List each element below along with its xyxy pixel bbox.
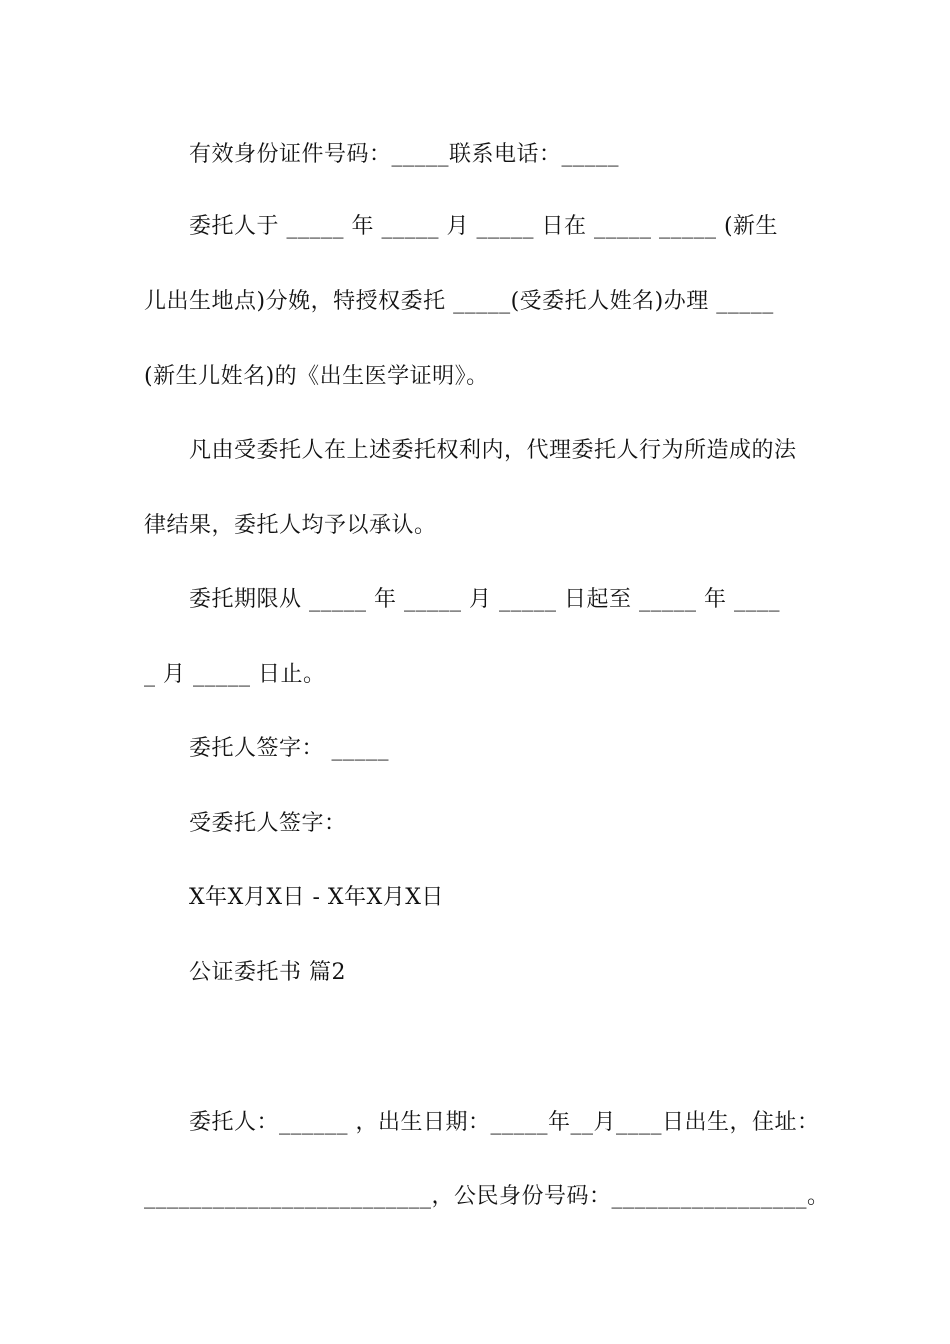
section-heading: 公证委托书 篇2: [189, 960, 346, 985]
agent-signature-line: 受委托人签字：: [189, 811, 347, 836]
id-and-phone-line: 有效身份证件号码：_____联系电话：_____: [189, 142, 620, 167]
principal-info-line-1: 委托人：______ ，出生日期：_____年__月____日出生，住址：: [189, 1110, 820, 1135]
birth-certificate-line: (新生儿姓名)的《出生医学证明》。: [144, 364, 489, 389]
birth-date-place-line: 委托人于 _____ 年 _____ 月 _____ 日在 _____ _____ (新生: [189, 214, 779, 239]
authorization-line: 儿出生地点)分娩，特授权委托 _____(受委托人姓名)办理 _____: [144, 289, 774, 314]
liability-line-1: 凡由受委托人在上述委托权利内，代理委托人行为所造成的法: [189, 438, 797, 463]
principal-info-line-2: _________________________，公民身份号码：_________________。: [144, 1184, 830, 1209]
term-line-1: 委托期限从 _____ 年 _____ 月 _____ 日起至 _____ 年 ____: [189, 587, 780, 612]
liability-line-2: 律结果，委托人均予以承认。: [144, 513, 437, 538]
principal-signature-line: 委托人签字： _____: [189, 736, 389, 761]
date-range-line: X年X月X日 - X年X月X日: [189, 885, 444, 910]
term-line-2: _ 月 _____ 日止。: [144, 662, 326, 687]
